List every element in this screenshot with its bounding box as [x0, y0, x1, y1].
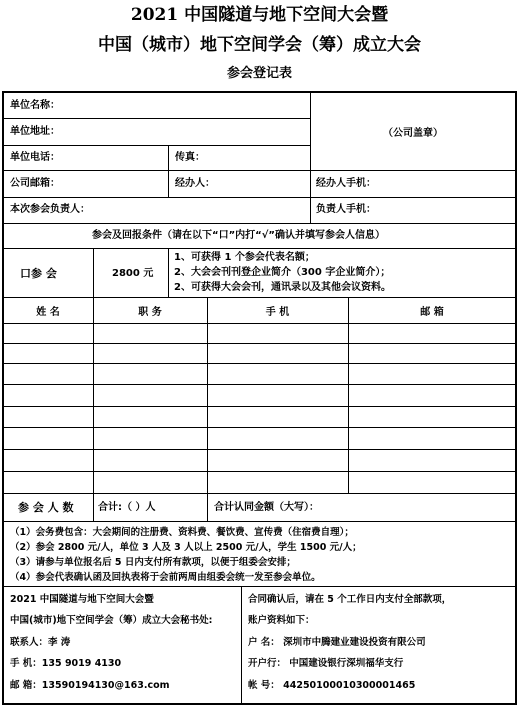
benefit-item: 2、大会会刊刊登企业简介（300 字企业简介）；: [174, 267, 391, 278]
fax-label: 传真：: [175, 152, 205, 163]
payment-intro: 账户资料如下：: [248, 615, 315, 626]
contact-person: 联系人：李 涛: [10, 637, 71, 648]
conference-title-line1: 2021 中国隧道与地下空间大会暨: [130, 5, 389, 25]
company-seal-label: （公司盖章）: [383, 128, 443, 139]
note-item: （2）参会 2800 元/人，单位 3 人及 3 人以上 2500 元/人，学生 1500 元/人；: [10, 542, 362, 553]
attendee-count-label: 参 会 人 数: [18, 501, 74, 514]
participate-checkbox-label[interactable]: 口参 会: [20, 267, 57, 280]
column-header-mobile: 手 机: [265, 307, 290, 318]
participation-header: 参会及回报条件（请在以下“口”内打“√”确认并填写参会人信息）: [92, 230, 385, 241]
leader-phone-label: 负责人手机：: [316, 204, 376, 215]
payment-notice: 合同确认后，请在 5 个工作日内支付全部款项，: [248, 594, 452, 605]
column-header-email: 邮 箱: [420, 307, 444, 318]
conference-title-line2: 中国（城市）地下空间学会（筹）成立大会: [98, 35, 421, 55]
total-amount-label: 合计认同金额（大写）：: [214, 502, 319, 513]
note-item: （1）会务费包含：大会期间的注册费、资料费、餐饮费、宣传费（住宿费自理）；: [10, 527, 354, 538]
benefit-item: 2、可获得大会会刊，通讯录以及其他会议资料。: [174, 282, 391, 293]
column-header-name: 姓 名: [36, 307, 60, 318]
handler-phone-label: 经办人手机：: [316, 178, 376, 189]
secretariat-line2: 中国(城市)地下空间学会（筹）成立大会秘书处:: [10, 615, 213, 626]
benefit-item: 1、可获得 1 个参会代表名额；: [174, 252, 315, 263]
participation-price: 2800 元: [112, 268, 154, 279]
company-email-label: 公司邮箱：: [10, 178, 60, 189]
form-title: 参会登记表: [226, 66, 292, 81]
org-name-label: 单位名称：: [10, 100, 60, 111]
column-header-position: 职 务: [138, 307, 162, 318]
note-item: （4）参会代表确认函及回执表将于会前两周由组委会统一发至参会单位。: [10, 572, 321, 583]
org-phone-label: 单位电话：: [10, 152, 60, 163]
contact-phone: 手 机：135 9019 4130: [10, 658, 122, 669]
account-number: 帐 号： 44250100010300001465: [248, 680, 416, 691]
bank-name: 开户行： 中国建设银行深圳福华支行: [248, 658, 404, 669]
account-name: 户 名： 深圳市中腾建业建设投资有限公司: [248, 637, 426, 648]
attendee-total: 合计:（ ）人: [98, 502, 156, 513]
contact-email: 邮 箱：13590194130@163.com: [10, 680, 170, 691]
org-address-label: 单位地址：: [10, 126, 60, 137]
note-item: （3）请参与单位报名后 5 日内支付所有款项，以便于组委会安排；: [10, 557, 296, 568]
secretariat-line1: 2021 中国隧道与地下空间大会暨: [10, 594, 154, 605]
handler-label: 经办人：: [175, 178, 215, 189]
leader-label: 本次参会负责人：: [10, 204, 90, 215]
